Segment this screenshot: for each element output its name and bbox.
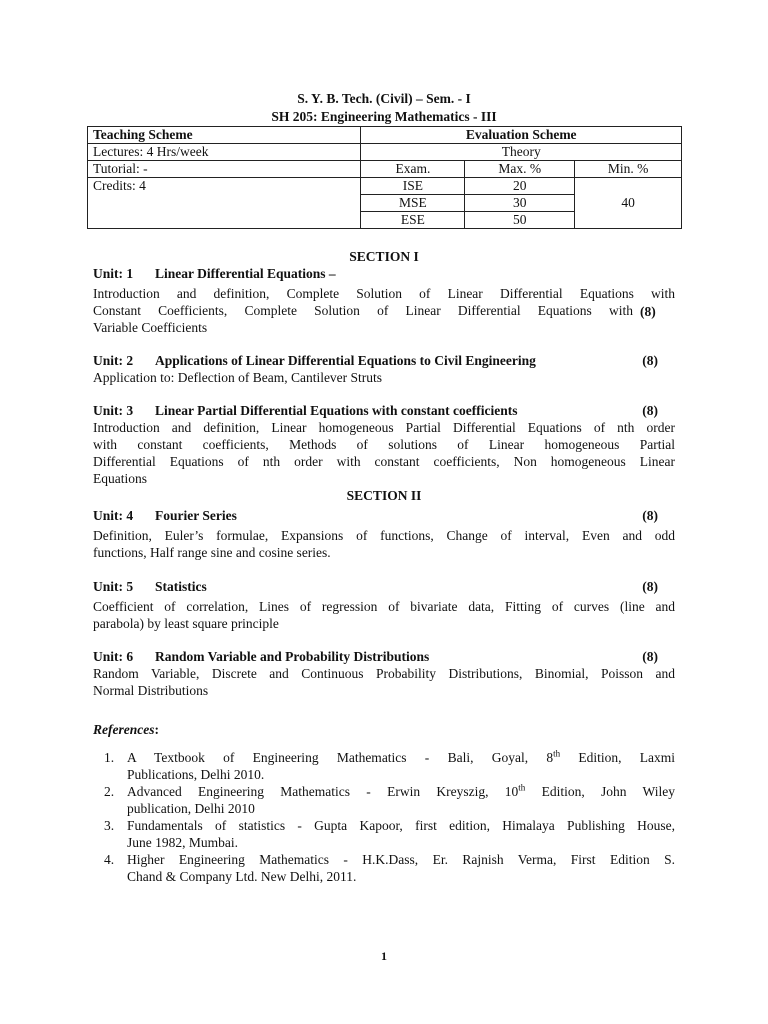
unit-title: Linear Partial Differential Equations with constant coefficients — [155, 403, 518, 418]
unit-title: Linear Differential Equations – — [155, 266, 336, 281]
min-cell: 40 — [575, 178, 682, 229]
unit-description — [93, 285, 675, 336]
list-item — [93, 783, 675, 817]
scheme-table — [87, 126, 682, 229]
unit-marks: (8) — [642, 403, 658, 418]
ref-text: Advanced Engineering Mathematics - Erwin Kreyszig, 10 — [127, 784, 519, 799]
list-item — [93, 817, 675, 851]
ref-text: Edition, John Wiley — [525, 784, 676, 799]
course-title: S. Y. B. Tech. (Civil) – Sem. - I — [297, 91, 471, 106]
text-line: Fundamentals of statistics - Gupta Kapoor, first edition, Himalaya Publishing House, — [127, 818, 675, 833]
unit-title: Random Variable and Probability Distributions — [155, 649, 430, 664]
unit-number: Unit: 6 — [93, 649, 134, 664]
references-heading — [93, 721, 159, 738]
ref-text: Edition, Laxmi — [560, 750, 675, 765]
text-line: Constant Coefficients, Complete Solution of Linear Differential Equations with — [93, 303, 633, 318]
max-column-header: Max. % — [465, 161, 575, 178]
unit-heading — [93, 352, 658, 369]
min-column-header: Min. % — [575, 161, 682, 178]
max-cell: 50 — [465, 212, 575, 229]
unit-heading — [93, 648, 658, 665]
text-line — [127, 783, 675, 800]
list-item — [93, 749, 675, 783]
list-item — [93, 851, 675, 885]
unit-marks: (8) — [642, 353, 658, 368]
unit-description — [93, 419, 675, 487]
text-line: Normal Distributions — [93, 683, 209, 698]
text-line: publication, Delhi 2010 — [127, 801, 255, 816]
text-line: Publications, Delhi 2010. — [127, 767, 265, 782]
ref-superscript: th — [553, 748, 561, 759]
ref-superscript: th — [518, 782, 526, 793]
text-line: with constant coefficients, Methods of solutions of Linear homogeneous Partial — [93, 437, 675, 452]
exam-cell: MSE — [361, 195, 465, 212]
exam-column-header: Exam. — [361, 161, 465, 178]
exam-cell: ESE — [361, 212, 465, 229]
unit-number: Unit: 4 — [93, 508, 134, 523]
max-cell: 20 — [465, 178, 575, 195]
max-cell: 30 — [465, 195, 575, 212]
unit-heading — [93, 507, 658, 524]
text-line: functions, Half range sine and cosine series. — [93, 545, 331, 560]
section-heading: SECTION I — [349, 249, 419, 264]
teaching-scheme-heading: Teaching Scheme — [88, 127, 361, 144]
unit-number: Unit: 2 — [93, 353, 134, 368]
text-line: Coefficient of correlation, Lines of regression of bivariate data, Fitting of curves (line and — [93, 599, 675, 614]
evaluation-scheme-heading: Evaluation Scheme — [361, 127, 682, 144]
unit-marks: (8) — [640, 304, 656, 319]
page-number: 1 — [381, 949, 387, 963]
text-line — [127, 749, 675, 766]
text-line: Higher Engineering Mathematics - H.K.Dass, Er. Rajnish Verma, First Edition S. — [127, 852, 675, 867]
unit-description — [93, 665, 675, 699]
ref-text: A Textbook of Engineering Mathematics - Bali, Goyal, 8 — [127, 750, 554, 765]
unit-marks: (8) — [642, 508, 658, 523]
unit-title: Statistics — [155, 579, 207, 594]
list-number: 3. — [104, 818, 115, 833]
references-heading-text: References — [93, 722, 155, 737]
unit-heading — [93, 578, 658, 595]
unit-heading — [93, 265, 683, 282]
table-row — [88, 127, 682, 144]
course-code-title: SH 205: Engineering Mathematics - III — [271, 109, 497, 124]
text-line: Definition, Euler’s formulae, Expansions of functions, Change of interval, Even and odd — [93, 528, 675, 543]
references-list — [93, 749, 675, 885]
text-line: Application to: Deflection of Beam, Cantilever Struts — [93, 370, 383, 385]
unit-number: Unit: 5 — [93, 579, 134, 594]
tutorial-cell: Tutorial: - — [88, 161, 361, 178]
section-heading: SECTION II — [346, 488, 422, 503]
credits-cell: Credits: 4 — [88, 178, 361, 229]
text-line: Introduction and definition, Linear homogeneous Partial Differential Equations of nth order — [93, 420, 675, 435]
text-line: Chand & Company Ltd. New Delhi, 2011. — [127, 869, 357, 884]
list-number: 1. — [104, 750, 115, 765]
text-line: Differential Equations of nth order with constant coefficients, Non homogeneous Linear — [93, 454, 675, 469]
text-line: parabola) by least square principle — [93, 616, 279, 631]
text-line: Random Variable, Discrete and Continuous Probability Distributions, Binomial, Poisson and — [93, 666, 675, 681]
text-line: Equations — [93, 471, 147, 486]
table-row — [88, 178, 682, 195]
unit-heading — [93, 402, 658, 419]
list-number: 2. — [104, 784, 115, 799]
text-line: Introduction and definition, Complete Solution of Linear Differential Equations with — [93, 286, 675, 301]
references-heading-colon: : — [154, 722, 159, 737]
unit-description — [93, 598, 675, 632]
table-row — [88, 144, 682, 161]
unit-title: Fourier Series — [155, 508, 237, 523]
text-line: Variable Coefficients — [93, 320, 208, 335]
lectures-cell: Lectures: 4 Hrs/week — [88, 144, 361, 161]
text-line: June 1982, Mumbai. — [127, 835, 238, 850]
unit-marks: (8) — [642, 579, 658, 594]
unit-number: Unit: 1 — [93, 266, 134, 281]
list-number: 4. — [104, 852, 115, 867]
table-row — [88, 161, 682, 178]
exam-cell: ISE — [361, 178, 465, 195]
unit-description — [93, 527, 675, 561]
theory-cell: Theory — [361, 144, 682, 161]
unit-title: Applications of Linear Differential Equations to Civil Engineering — [155, 353, 536, 368]
unit-number: Unit: 3 — [93, 403, 134, 418]
unit-description — [93, 369, 675, 386]
unit-marks: (8) — [642, 649, 658, 664]
